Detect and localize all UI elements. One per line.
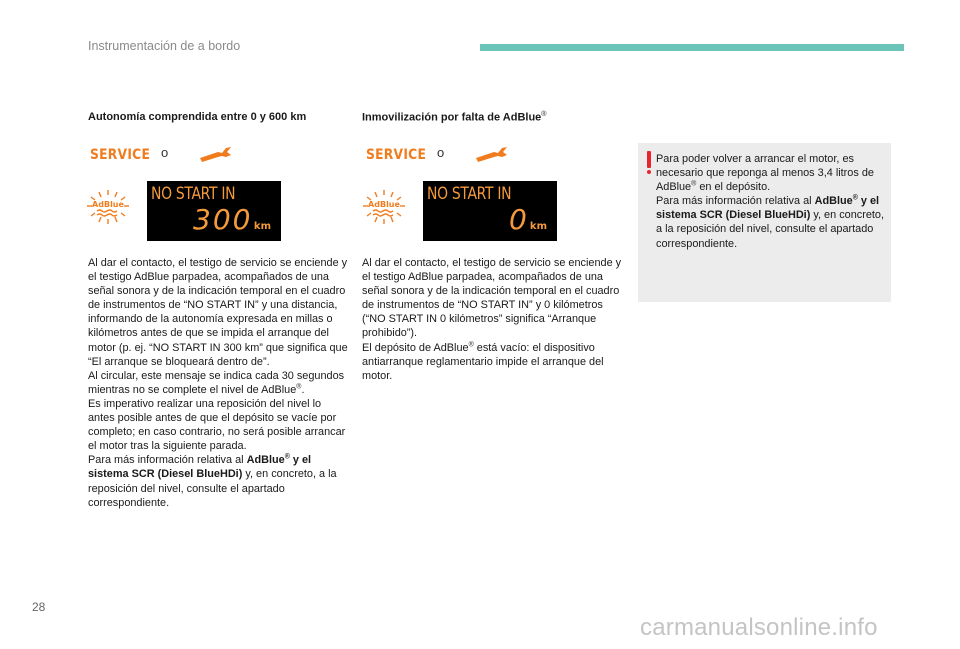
adblue-icon-label: AdBlue bbox=[368, 200, 400, 209]
notice-paragraph-1: Para poder volver a arrancar el motor, es necesario que reponga al menos 3,4 litros de AdBlue® en el depósito. bbox=[656, 153, 874, 194]
adblue-warning-icon bbox=[361, 188, 407, 228]
left-paragraph-4: Para más información relativa al AdBlue® y el sistema SCR (Diesel BlueHDi) y, en concreto, a la reposición del nivel, consulte el apartado correspondiente. bbox=[88, 453, 337, 509]
right-body-text bbox=[362, 256, 624, 383]
or-label: o bbox=[161, 145, 169, 160]
header-title: Instrumentación de a bordo bbox=[88, 39, 241, 53]
registered-mark: ® bbox=[296, 383, 302, 391]
registered-mark: ® bbox=[468, 340, 474, 348]
adblue-icon-label: AdBlue bbox=[92, 200, 124, 209]
right-cluster-display bbox=[423, 181, 557, 241]
page-number: 28 bbox=[32, 600, 46, 614]
watermark: carmanualsonline.info bbox=[640, 614, 878, 641]
right-paragraph-2: El depósito de AdBlue® está vacío: el dispositivo antiarranque reglamentario impide el arranque del motor. bbox=[362, 340, 604, 382]
display-title: NO START IN bbox=[151, 184, 236, 204]
exclamation-icon bbox=[647, 151, 651, 168]
registered-mark: ® bbox=[541, 111, 547, 118]
wrench-icon bbox=[472, 143, 510, 165]
adblue-warning-icon bbox=[85, 188, 131, 228]
wrench-icon bbox=[196, 143, 234, 165]
left-cluster-display bbox=[147, 181, 281, 241]
left-heading: Autonomía comprendida entre 0 y 600 km bbox=[88, 111, 307, 123]
left-paragraph-1: Al dar el contacto, el testigo de servicio se enciende y el testigo AdBlue parpadea, acompañados de una señal sonora y de la indicación temporal en el cuadro de instrumentos de “NO START IN” y una distancia, informando de la autonomía expresada en millas o kilómetros antes de que se impida el arranque del motor (p. ej. “NO START IN 300 km” que significa que “El arranque se bloqueará dentro de”. bbox=[88, 257, 348, 368]
display-distance: 300 bbox=[193, 203, 253, 236]
left-paragraph-3: Es imperativo realizar una reposición del nivel lo antes posible antes de que el depósito se vacíe por completo; en caso contrario, no será posible arrancar el motor tras la siguiente parada. bbox=[88, 397, 346, 453]
right-heading: Inmovilización por falta de AdBlue® bbox=[362, 111, 547, 124]
notice-box bbox=[638, 143, 891, 302]
exclamation-icon-dot bbox=[647, 170, 651, 174]
display-unit: km bbox=[529, 221, 547, 232]
display-unit: km bbox=[253, 221, 271, 232]
right-paragraph-1: Al dar el contacto, el testigo de servicio se enciende y el testigo AdBlue parpadea, acompañados de una señal sonora y de la indicación temporal en el cuadro de instrumentos de “NO START IN” y 0 kilómetros (“NO START IN 0 kilómetros” significa “Arranque prohibido”). bbox=[362, 257, 622, 340]
or-label: o bbox=[437, 145, 445, 160]
display-distance: 0 bbox=[509, 203, 529, 236]
left-paragraph-2: Al circular, este mensaje se indica cada 30 segundos mientras no se complete el nivel de AdBlue®. bbox=[88, 369, 345, 396]
service-warning-icon: SERVICE bbox=[90, 147, 151, 163]
notice-text bbox=[656, 152, 884, 251]
service-warning-icon: SERVICE bbox=[366, 147, 427, 163]
display-title: NO START IN bbox=[427, 184, 512, 204]
header-accent-bar bbox=[480, 44, 904, 51]
notice-paragraph-2: Para más información relativa al AdBlue® y el sistema SCR (Diesel BlueHDi) y, en concreto, a la reposición del nivel, consulte el apartado correspondiente. bbox=[656, 194, 884, 250]
left-body-text bbox=[88, 256, 350, 510]
